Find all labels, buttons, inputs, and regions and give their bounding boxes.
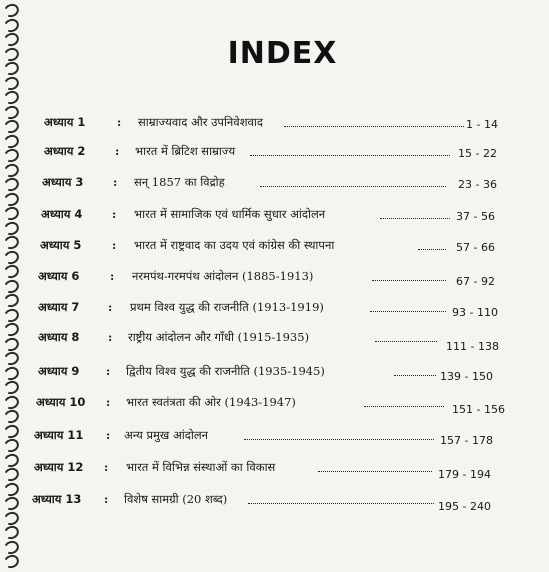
separator-colon: :: [106, 364, 111, 378]
page-range: 15 - 22: [458, 147, 497, 160]
chapter-title: भारत में राष्ट्रवाद का उदय एवं कांग्रेस की स्थापना: [134, 238, 335, 252]
separator-colon: :: [108, 300, 113, 314]
chapter-title: भारत में सामाजिक एवं धार्मिक सुधार आंदोलन: [134, 207, 326, 221]
separator-colon: :: [106, 428, 111, 442]
dot-leader: [380, 218, 450, 219]
index-row: [0, 296, 549, 318]
dot-leader: [394, 375, 436, 376]
dot-leader: [364, 406, 444, 407]
separator-colon: :: [112, 238, 117, 252]
chapter-label: अध्याय 10: [36, 395, 86, 409]
chapter-label: अध्याय 5: [40, 238, 82, 252]
page-range: 151 - 156: [452, 403, 505, 416]
chapter-label: अध्याय 13: [32, 492, 82, 506]
page-range: 111 - 138: [446, 340, 499, 353]
chapter-label: अध्याय 7: [38, 300, 80, 314]
chapter-label: अध्याय 9: [38, 364, 80, 378]
separator-colon: :: [112, 207, 117, 221]
binding-ring: [2, 538, 21, 555]
index-row: [0, 456, 549, 481]
page-range: 23 - 36: [458, 178, 497, 191]
separator-colon: :: [104, 492, 109, 506]
index-row: [0, 140, 549, 162]
chapter-title: अन्य प्रमुख आंदोलन: [124, 428, 209, 442]
chapter-title: नरमपंथ-गरमपंथ आंदोलन (1885-1913): [132, 269, 314, 283]
separator-colon: :: [113, 175, 118, 189]
dot-leader: [244, 439, 434, 440]
chapter-label: अध्याय 2: [44, 144, 86, 158]
chapter-label: अध्याय 11: [34, 428, 84, 442]
chapter-title: भारत में ब्रिटिश साम्राज्य: [135, 144, 236, 158]
index-row: [0, 265, 549, 287]
binding-ring: [2, 2, 21, 19]
binding-ring: [2, 89, 21, 106]
dot-leader: [248, 503, 434, 504]
page-range: 93 - 110: [452, 306, 498, 319]
chapter-title: साम्राज्यवाद और उपनिवेशवाद: [138, 115, 264, 129]
separator-colon: :: [106, 395, 111, 409]
chapter-title: विशेष सामग्री (20 शब्द): [124, 492, 228, 506]
dot-leader: [370, 311, 446, 312]
page-range: 157 - 178: [440, 434, 493, 447]
binding-ring: [2, 16, 21, 33]
index-row: [0, 391, 549, 416]
chapter-title: सन् 1857 का विद्रोह: [134, 175, 225, 189]
chapter-title: द्वितीय विश्व युद्ध की राजनीति (1935-1945): [126, 364, 325, 378]
chapter-title: भारत में विभिन्न संस्थाओं का विकास: [126, 460, 276, 474]
chapter-label: अध्याय 4: [41, 207, 83, 221]
index-row: [0, 203, 549, 225]
binding-ring: [2, 553, 21, 570]
page-range: 195 - 240: [438, 500, 491, 513]
index-row: [0, 360, 549, 382]
chapter-title: भारत स्वतंत्रता की ओर (1943-1947): [126, 395, 296, 409]
separator-colon: :: [110, 269, 115, 283]
page-range: 57 - 66: [456, 241, 495, 254]
binding-ring: [2, 524, 21, 541]
binding-ring: [2, 509, 21, 526]
index-row: [0, 234, 549, 256]
page-title: INDEX: [227, 36, 338, 71]
page-range: 179 - 194: [438, 468, 491, 481]
chapter-label: अध्याय 3: [42, 175, 84, 189]
chapter-label: अध्याय 8: [38, 330, 80, 344]
dot-leader: [375, 341, 437, 342]
index-row: [0, 488, 549, 513]
page-range: 1 - 14: [466, 118, 498, 131]
page-range: 67 - 92: [456, 275, 495, 288]
index-row: [0, 171, 549, 193]
page-range: 139 - 150: [440, 370, 493, 383]
separator-colon: :: [115, 144, 120, 158]
separator-colon: :: [117, 115, 122, 129]
binding-ring: [2, 74, 21, 91]
chapter-label: अध्याय 1: [44, 115, 86, 129]
dot-leader: [260, 186, 446, 187]
chapter-title: राष्ट्रीय आंदोलन और गाँधी (1915-1935): [128, 330, 310, 344]
separator-colon: :: [108, 330, 113, 344]
index-row: [0, 424, 549, 446]
dot-leader: [372, 280, 446, 281]
chapter-label: अध्याय 12: [34, 460, 84, 474]
chapter-title: प्रथम विश्व युद्ध की राजनीति (1913-1919): [130, 300, 324, 314]
index-row: [0, 326, 549, 353]
dot-leader: [250, 155, 450, 156]
dot-leader: [318, 471, 432, 472]
chapter-label: अध्याय 6: [38, 269, 80, 283]
dot-leader: [418, 249, 446, 250]
page-range: 37 - 56: [456, 210, 495, 223]
separator-colon: :: [104, 460, 109, 474]
index-row: [0, 111, 549, 133]
dot-leader: [284, 126, 464, 127]
